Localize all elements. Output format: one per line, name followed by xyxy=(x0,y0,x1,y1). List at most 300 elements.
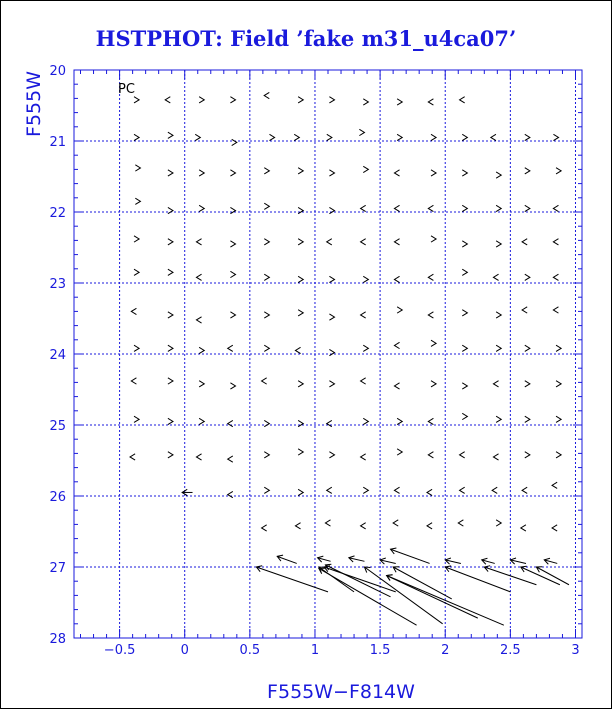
error-vector xyxy=(462,269,467,275)
error-vector xyxy=(230,97,235,103)
vector-head xyxy=(196,454,201,460)
error-vector xyxy=(521,525,526,531)
vector-head xyxy=(553,274,558,280)
error-vector xyxy=(232,139,237,145)
y-tick-label: 20 xyxy=(49,64,66,79)
vector-head xyxy=(496,345,501,351)
vector-head xyxy=(493,454,498,460)
y-tick-label: 26 xyxy=(49,490,66,505)
vector-head xyxy=(462,170,467,176)
error-vector xyxy=(462,413,467,419)
error-vector xyxy=(397,449,402,455)
vector-head xyxy=(496,312,501,318)
vector-shaft xyxy=(324,567,396,592)
vector-head xyxy=(359,129,364,135)
vector-head xyxy=(428,312,433,318)
error-vector xyxy=(230,241,235,247)
vector-head xyxy=(552,525,557,531)
error-vector xyxy=(460,487,465,493)
error-vector xyxy=(329,97,334,103)
error-vector xyxy=(361,312,366,318)
vector-head xyxy=(329,170,334,176)
vector-head xyxy=(168,239,173,245)
error-vector xyxy=(298,420,303,426)
vector-head xyxy=(462,241,467,247)
vector-head xyxy=(294,134,299,140)
vector-head xyxy=(361,205,366,211)
vector-head xyxy=(134,416,139,422)
vector-head xyxy=(295,347,300,353)
error-vector xyxy=(556,345,561,351)
error-vector xyxy=(264,239,269,245)
error-vector xyxy=(428,205,433,211)
error-vector xyxy=(462,310,467,316)
vector-head xyxy=(394,276,399,282)
error-vector xyxy=(327,420,332,426)
vector-head xyxy=(394,487,399,493)
vector-head xyxy=(462,269,467,275)
vector-shaft xyxy=(364,567,442,624)
error-vector xyxy=(462,205,467,211)
error-vector xyxy=(361,523,366,529)
error-vector xyxy=(168,239,173,245)
vector-head xyxy=(262,378,267,384)
error-vector xyxy=(462,345,467,351)
vector-head xyxy=(264,203,269,209)
error-vector xyxy=(458,520,463,526)
vector-head xyxy=(199,347,204,353)
vector-head xyxy=(556,416,561,422)
vector-head xyxy=(427,523,432,529)
vector-head xyxy=(329,381,334,387)
error-vector xyxy=(168,312,173,318)
vector-head xyxy=(199,381,204,387)
vector-shaft xyxy=(387,576,478,619)
vector-head xyxy=(131,378,136,384)
vector-head xyxy=(329,207,334,213)
vector-head xyxy=(131,308,136,314)
vector-head xyxy=(496,520,501,526)
vector-head xyxy=(460,97,465,103)
vector-head xyxy=(428,99,433,105)
vector-head xyxy=(264,420,269,426)
error-vector xyxy=(134,269,139,275)
error-vector xyxy=(525,168,530,174)
error-vector xyxy=(496,416,501,422)
error-vector xyxy=(298,310,303,316)
error-vector xyxy=(363,276,368,282)
vector-head xyxy=(135,165,140,171)
error-vector xyxy=(363,166,368,172)
error-vector xyxy=(130,454,135,460)
vector-head xyxy=(168,378,173,384)
error-vector xyxy=(327,134,332,140)
error-vector xyxy=(482,558,495,564)
error-vector xyxy=(168,269,173,275)
error-vector xyxy=(199,381,204,387)
error-vector xyxy=(522,487,527,493)
vector-head xyxy=(325,520,330,526)
error-vector xyxy=(199,418,204,424)
vector-head xyxy=(431,170,436,176)
vector-head xyxy=(553,307,558,313)
error-vector xyxy=(230,207,235,213)
vector-head xyxy=(394,205,399,211)
error-vector xyxy=(380,558,396,564)
error-vector xyxy=(264,420,269,426)
error-vector xyxy=(298,276,303,282)
vector-head xyxy=(394,170,399,176)
y-axis-label: F555W xyxy=(23,71,45,137)
vector-head xyxy=(196,274,201,280)
error-vector xyxy=(428,274,433,280)
error-vector xyxy=(553,205,558,211)
error-vector xyxy=(427,489,432,495)
error-vector xyxy=(363,345,368,351)
x-tick-label: −0.5 xyxy=(103,643,136,658)
vector-head xyxy=(230,207,235,213)
vector-head xyxy=(361,312,366,318)
error-vector xyxy=(525,416,530,422)
vector-head xyxy=(460,487,465,493)
x-tick-label: 2.5 xyxy=(500,643,521,658)
vector-head xyxy=(298,420,303,426)
vector-head xyxy=(428,452,433,458)
vector-head xyxy=(393,520,398,526)
error-vector xyxy=(264,203,269,209)
vector-shaft xyxy=(325,565,390,597)
vector-head xyxy=(462,310,467,316)
vector-head xyxy=(196,317,201,323)
vector-head xyxy=(134,97,139,103)
error-vector xyxy=(134,416,139,422)
vector-head xyxy=(553,134,558,140)
vector-head xyxy=(525,205,530,211)
error-vector xyxy=(431,134,436,140)
vector-head xyxy=(264,168,269,174)
vector-head xyxy=(462,383,467,389)
vector-head xyxy=(397,449,402,455)
vector-shaft xyxy=(445,567,510,592)
error-vector xyxy=(327,487,332,493)
error-vector xyxy=(264,92,269,98)
error-vector xyxy=(361,454,366,460)
error-vector xyxy=(294,134,299,140)
error-vector xyxy=(431,381,436,387)
error-vector xyxy=(394,383,399,389)
error-vector xyxy=(391,548,430,563)
vector-head xyxy=(496,416,501,422)
error-vector xyxy=(431,340,436,346)
vector-head xyxy=(397,99,402,105)
vector-head xyxy=(199,418,204,424)
error-vector xyxy=(196,454,201,460)
error-vector xyxy=(553,307,558,313)
x-tick-label: 0 xyxy=(180,643,189,658)
error-vector xyxy=(492,487,497,493)
error-vector xyxy=(318,556,331,562)
vector-head xyxy=(134,134,139,140)
vector-head xyxy=(264,452,269,458)
y-tick-label: 21 xyxy=(49,135,66,150)
vector-head xyxy=(230,170,235,176)
error-vector xyxy=(552,525,557,531)
error-vector xyxy=(491,134,496,140)
error-vector xyxy=(460,452,465,458)
error-vector xyxy=(525,274,530,280)
error-vector xyxy=(165,97,170,103)
error-vector xyxy=(264,312,269,318)
error-vector xyxy=(460,97,465,103)
vector-head xyxy=(168,207,173,213)
error-vector xyxy=(325,520,330,526)
vector-head xyxy=(264,274,269,280)
error-vector xyxy=(525,345,530,351)
vector-head xyxy=(394,342,399,348)
error-vector xyxy=(428,312,433,318)
vector-head xyxy=(130,454,135,460)
vector-head xyxy=(168,170,173,176)
error-vector xyxy=(168,345,173,351)
vector-head xyxy=(195,134,200,140)
vector-head xyxy=(264,487,269,493)
error-vector xyxy=(327,239,332,245)
vector-head xyxy=(397,134,402,140)
vector-head xyxy=(264,239,269,245)
vector-head xyxy=(462,345,467,351)
vector-head xyxy=(496,172,501,178)
vector-head xyxy=(168,452,173,458)
error-vector xyxy=(264,168,269,174)
error-vector xyxy=(394,205,399,211)
vector-head xyxy=(363,99,368,105)
error-vector xyxy=(393,520,398,526)
vector-head xyxy=(361,378,366,384)
vector-head xyxy=(298,489,303,495)
error-vector xyxy=(522,307,527,313)
vector-head xyxy=(462,134,467,140)
error-vector xyxy=(556,381,561,387)
error-vector xyxy=(394,342,399,348)
axis-ticks xyxy=(49,64,582,658)
vector-head xyxy=(496,205,501,211)
vector-head xyxy=(522,307,527,313)
error-vector xyxy=(295,523,300,529)
error-vector xyxy=(195,134,200,140)
error-vector xyxy=(196,239,201,245)
vector-head xyxy=(431,381,436,387)
vector-head xyxy=(397,418,402,424)
vector-head xyxy=(327,239,332,245)
error-vector xyxy=(329,314,334,320)
vector-head xyxy=(298,207,303,213)
error-vector xyxy=(556,416,561,422)
error-vector xyxy=(394,239,399,245)
error-vector xyxy=(325,564,390,597)
vector-head xyxy=(327,420,332,426)
vector-head xyxy=(264,345,269,351)
error-vector xyxy=(359,129,364,135)
error-vector xyxy=(329,349,334,355)
vector-head xyxy=(556,345,561,351)
vector-head xyxy=(298,449,303,455)
y-tick-label: 22 xyxy=(49,206,66,221)
error-vector xyxy=(329,276,334,282)
vector-head xyxy=(230,241,235,247)
error-vector xyxy=(363,487,368,493)
vector-head xyxy=(329,97,334,103)
vector-head xyxy=(230,97,235,103)
y-tick-label: 28 xyxy=(49,632,66,647)
vector-head xyxy=(298,168,303,174)
error-vector xyxy=(397,134,402,140)
vector-head xyxy=(361,454,366,460)
vector-head xyxy=(553,239,558,245)
error-vector xyxy=(361,378,366,384)
vector-shaft xyxy=(256,567,328,592)
error-vector xyxy=(556,168,561,174)
error-vector xyxy=(264,487,269,493)
error-vector xyxy=(329,452,334,458)
error-vector xyxy=(329,207,334,213)
error-vector xyxy=(134,236,139,242)
vector-head xyxy=(329,276,334,282)
vector-head xyxy=(327,134,332,140)
vector-head xyxy=(134,236,139,242)
vector-head xyxy=(361,239,366,245)
error-vector xyxy=(256,566,328,592)
vector-head xyxy=(329,349,334,355)
error-vector xyxy=(298,239,303,245)
error-vector xyxy=(329,170,334,176)
vector-head xyxy=(134,345,139,351)
vector-head xyxy=(363,166,368,172)
grid-lines xyxy=(74,70,582,638)
error-vector xyxy=(525,381,530,387)
vector-head xyxy=(298,97,303,103)
error-vector xyxy=(168,207,173,213)
vector-head xyxy=(199,97,204,103)
y-tick-label: 23 xyxy=(49,277,66,292)
error-vector xyxy=(230,383,235,389)
error-vector xyxy=(262,525,267,531)
error-vector xyxy=(277,555,297,563)
vector-head xyxy=(196,239,201,245)
error-vector xyxy=(525,205,530,211)
error-vector xyxy=(496,241,501,247)
y-tick-label: 27 xyxy=(49,561,66,576)
error-vector xyxy=(298,449,303,455)
error-vector xyxy=(131,308,136,314)
error-vector xyxy=(363,418,368,424)
vector-head xyxy=(298,381,303,387)
error-vector xyxy=(295,347,300,353)
error-vector xyxy=(552,482,557,488)
error-vector xyxy=(228,420,233,426)
error-vector xyxy=(269,134,274,140)
error-vector xyxy=(397,99,402,105)
error-vector xyxy=(445,558,461,564)
vector-head xyxy=(168,269,173,275)
error-vector xyxy=(445,566,510,592)
vector-head xyxy=(168,345,173,351)
vector-head xyxy=(264,92,269,98)
vector-head xyxy=(264,312,269,318)
error-vector xyxy=(199,205,204,211)
vector-head xyxy=(329,452,334,458)
vector-head xyxy=(521,525,526,531)
vector-head xyxy=(556,381,561,387)
vector-head xyxy=(525,134,530,140)
error-vector xyxy=(361,239,366,245)
vector-head xyxy=(298,276,303,282)
vector-head xyxy=(262,525,267,531)
vector-head xyxy=(361,523,366,529)
vector-head xyxy=(556,452,561,458)
error-vector xyxy=(230,312,235,318)
error-vector xyxy=(134,97,139,103)
error-vector xyxy=(394,170,399,176)
vector-head xyxy=(428,274,433,280)
chart-title: HSTPHOT: Field ’fake m31_u4ca07’ xyxy=(95,26,517,51)
error-vector xyxy=(134,134,139,140)
error-vector xyxy=(431,236,436,242)
error-vector xyxy=(264,452,269,458)
vector-head xyxy=(135,198,140,204)
vector-head xyxy=(134,269,139,275)
error-vector xyxy=(428,99,433,105)
x-tick-label: 2 xyxy=(441,643,450,658)
vector-head xyxy=(553,205,558,211)
error-vector xyxy=(397,418,402,424)
vector-shaft xyxy=(391,549,430,563)
error-vector xyxy=(431,170,436,176)
error-vector xyxy=(496,345,501,351)
vector-head xyxy=(232,139,237,145)
error-vector xyxy=(319,568,417,625)
x-tick-label: 3 xyxy=(571,643,580,658)
x-tick-label: 1.5 xyxy=(369,643,391,658)
vector-head xyxy=(522,487,527,493)
error-vector xyxy=(361,205,366,211)
vector-head xyxy=(228,420,233,426)
error-vector xyxy=(298,381,303,387)
vector-head xyxy=(168,132,173,138)
error-vector xyxy=(493,274,498,280)
error-vector xyxy=(228,456,233,462)
vector-head xyxy=(525,381,530,387)
error-vector xyxy=(298,207,303,213)
vector-head xyxy=(363,487,368,493)
error-vector xyxy=(462,134,467,140)
error-vector xyxy=(199,97,204,103)
vector-head xyxy=(525,416,530,422)
error-vector xyxy=(199,170,204,176)
vector-head xyxy=(428,418,433,424)
vector-head xyxy=(168,418,173,424)
vector-head xyxy=(525,345,530,351)
vector-head xyxy=(462,205,467,211)
x-tick-label: 0.5 xyxy=(239,643,261,658)
error-vector xyxy=(556,452,561,458)
error-vector xyxy=(264,274,269,280)
error-vector xyxy=(496,520,501,526)
vector-head xyxy=(168,312,173,318)
vector-head xyxy=(230,271,235,277)
error-vector xyxy=(134,345,139,351)
vector-head xyxy=(363,418,368,424)
error-vector xyxy=(228,491,233,497)
